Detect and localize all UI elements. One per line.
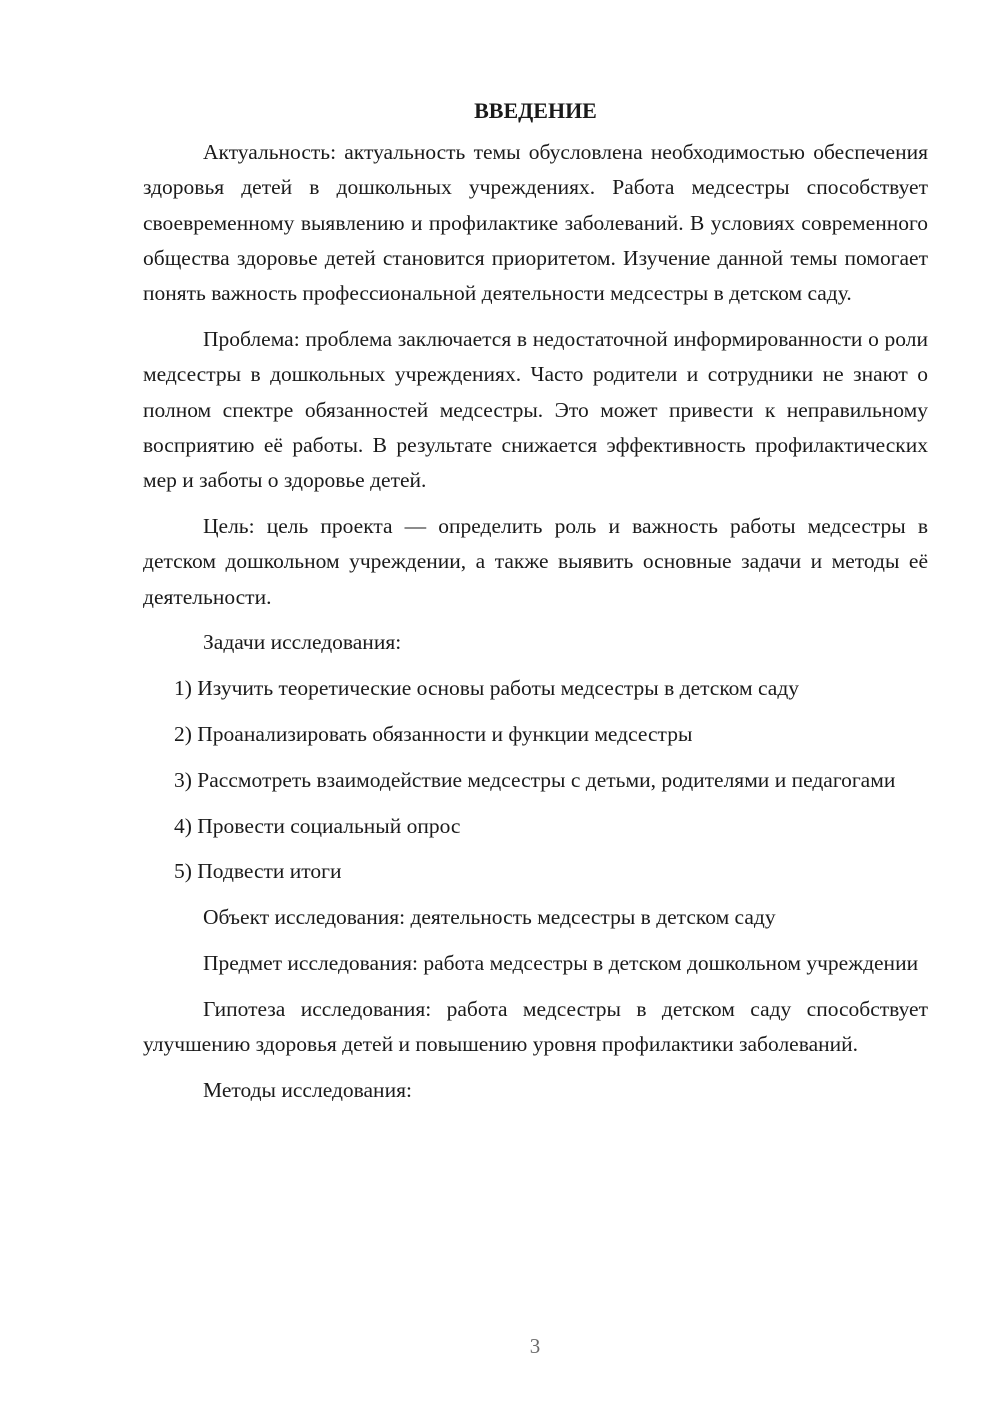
methods-heading: Методы исследования: xyxy=(203,1077,412,1102)
tasks-heading: Задачи исследования: xyxy=(203,630,402,655)
subject-paragraph: Предмет исследования: работа медсестры в детском дошкольном учреждении xyxy=(203,950,919,975)
relevance-paragraph: Актуальность: актуальность темы обусловлена необходимостью обеспечения здоровья детей в дошкольных учреждениях. Работа медсестры способствует своевременному выявлению и профилактике заболеваний. В условиях современного общества здоровье детей становится приоритетом. Изучение данной темы помогает понять важность профессиональной деятельности медсестры в детском саду. xyxy=(143,140,928,306)
document-page xyxy=(143,95,928,1119)
page-title: ВВЕДЕНИЕ xyxy=(474,98,597,123)
goal-paragraph: Цель: цель проекта — определить роль и важность работы медсестры в детском дошкольном учреждении, а также выявить основные задачи и методы её деятельности. xyxy=(143,513,928,609)
task-item-1: 1) Изучить теоретические основы работы медсестры в детском саду xyxy=(174,676,800,701)
hypothesis-paragraph: Гипотеза исследования: работа медсестры в детском саду способствует улучшению здоровья детей и повышению уровня профилактики заболеваний. xyxy=(143,996,928,1057)
object-paragraph: Объект исследования: деятельность медсестры в детском саду xyxy=(203,905,776,930)
task-item-2: 2) Проанализировать обязанности и функции медсестры xyxy=(174,721,693,746)
task-item-4: 4) Провести социальный опрос xyxy=(174,813,461,838)
problem-paragraph: Проблема: проблема заключается в недостаточной информированности о роли медсестры в дошкольных учреждениях. Часто родители и сотрудники не знают о полном спектре обязанностей медсестры. Это может привести к неправильному восприятию её работы. В результате снижается эффективность профилактических мер и заботы о здоровье детей. xyxy=(143,326,928,493)
task-item-3: 3) Рассмотреть взаимодействие медсестры с детьми, родителями и педагогами xyxy=(174,767,896,792)
page-number: 3 xyxy=(529,1334,541,1358)
task-item-5: 5) Подвести итоги xyxy=(174,859,342,884)
